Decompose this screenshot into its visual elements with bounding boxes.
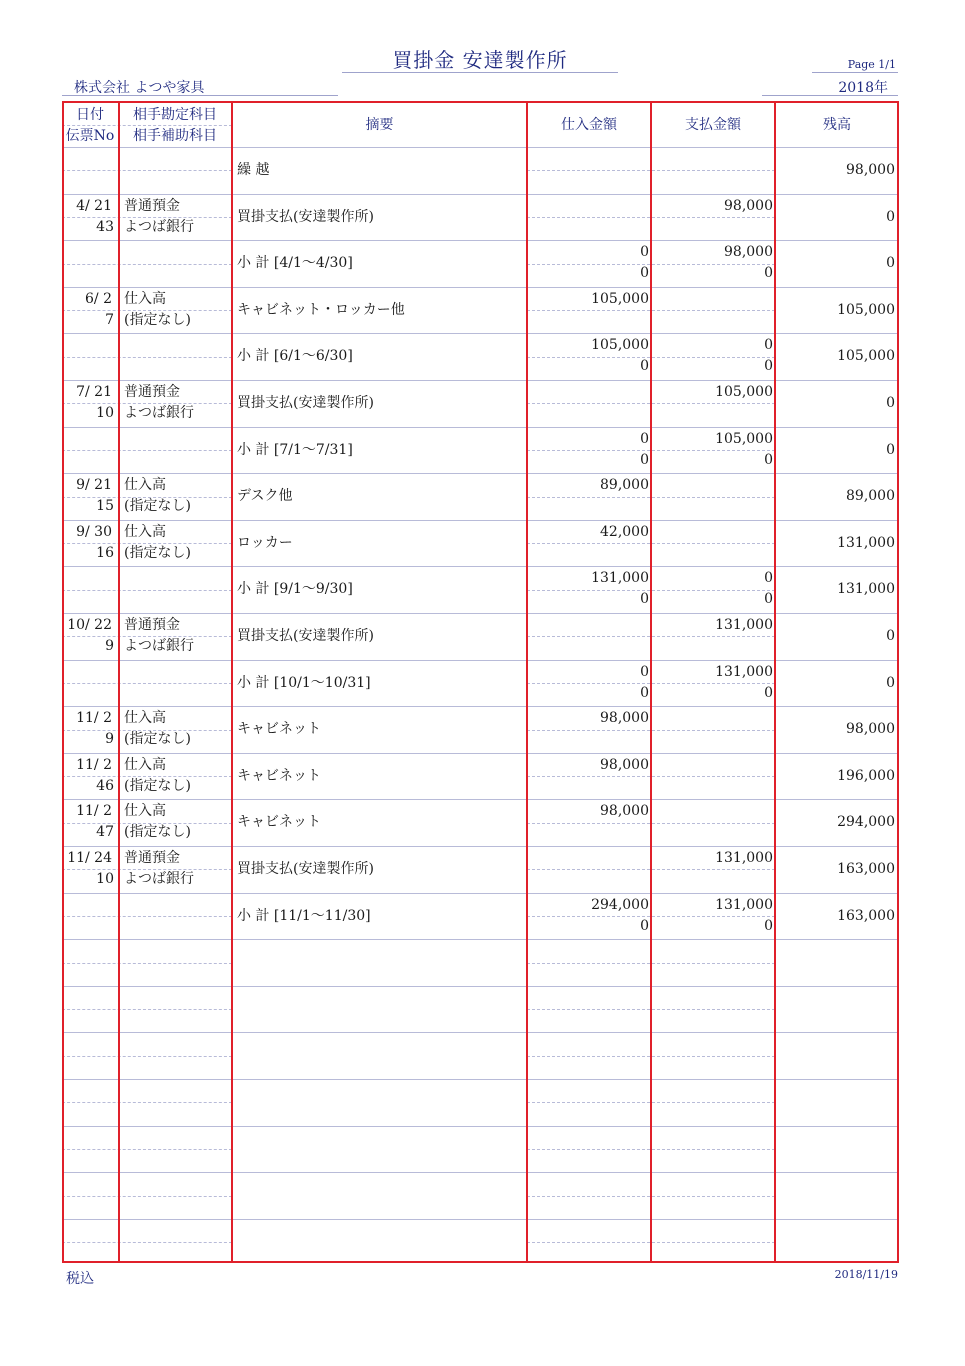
company-underline (62, 95, 338, 96)
row-summary: キャビネット (237, 721, 321, 738)
row-purchase-sub: 0 (640, 358, 649, 375)
row-balance: 98,000 (846, 162, 895, 178)
row-date: 11/ 24 (67, 850, 112, 866)
row-summary: ロッカー (237, 534, 293, 551)
row-slip-no: 47 (96, 824, 114, 841)
row-account: 普通預金 (124, 384, 180, 400)
row-mid-rule (62, 264, 232, 265)
row-balance: 163,000 (837, 861, 895, 877)
row-account: 仕入高 (124, 756, 166, 773)
col-header-balance: 残高 (823, 117, 851, 133)
row-balance: 105,000 (837, 348, 895, 365)
row-account: 仕入高 (124, 477, 166, 494)
fiscal-year: 2018年 (838, 80, 888, 96)
row-sub-account: (指定なし) (124, 311, 191, 328)
row-mid-rule (62, 1196, 232, 1197)
row-summary: 買掛支払(安達製作所) (237, 628, 374, 644)
row-purchase: 42,000 (600, 523, 649, 540)
page-number: Page 1/1 (847, 58, 896, 71)
row-summary: キャビネット (237, 814, 321, 831)
row-mid-rule (62, 1149, 232, 1150)
row-sub-account: (指定なし) (124, 824, 191, 841)
row-slip-no: 15 (96, 498, 114, 515)
row-mid-rule (62, 450, 232, 451)
year-underline (762, 95, 898, 96)
row-sub-account: (指定なし) (124, 777, 191, 794)
row-date: 7/ 21 (76, 384, 112, 400)
row-sub-account: (指定なし) (124, 731, 191, 748)
frame-bottom (62, 1261, 899, 1263)
row-purchase: 89,000 (600, 477, 649, 494)
row-summary: 買掛支払(安達製作所) (237, 861, 374, 877)
row-slip-no: 10 (96, 871, 114, 887)
row-mid-rule (62, 170, 232, 171)
col-header-account: 相手勘定科目 (133, 107, 217, 123)
col-divider-date (118, 101, 120, 1263)
row-mid-rule (62, 1056, 232, 1057)
row-summary: 繰 越 (237, 162, 270, 178)
row-purchase: 131,000 (591, 570, 649, 587)
row-balance: 0 (886, 255, 895, 272)
row-date: 11/ 2 (76, 710, 112, 727)
row-balance: 131,000 (837, 534, 895, 551)
row-date: 6/ 2 (85, 290, 112, 307)
row-slip-no: 16 (96, 544, 114, 561)
row-summary: 小 計 [6/1～6/30] (237, 348, 353, 365)
row-sub-account: よつば銀行 (124, 218, 194, 235)
row-summary: 小 計 [10/1～10/31] (237, 674, 371, 691)
row-date: 11/ 2 (76, 803, 112, 820)
row-summary: 小 計 [7/1～7/31] (237, 441, 353, 458)
row-balance: 0 (886, 208, 895, 225)
row-purchase-sub: 0 (640, 591, 649, 608)
row-summary: 小 計 [9/1～9/30] (237, 581, 353, 598)
row-summary: 買掛支払(安達製作所) (237, 395, 374, 411)
row-mid-rule (62, 916, 232, 917)
ledger-title: 買掛金 安達製作所 (392, 48, 568, 72)
row-mid-rule (62, 357, 232, 358)
row-purchase: 0 (640, 663, 649, 680)
company-name: 株式会社 よつや家具 (74, 80, 205, 96)
row-purchase-sub: 0 (640, 265, 649, 282)
row-account: 普通預金 (124, 197, 180, 214)
col-divider-payment (774, 101, 776, 1263)
row-summary: キャビネット・ロッカー他 (237, 301, 405, 318)
col-divider-purchase (650, 101, 652, 1263)
row-balance: 0 (886, 628, 895, 644)
row-summary: キャビネット (237, 767, 321, 784)
row-balance: 105,000 (837, 301, 895, 318)
frame-left (62, 101, 64, 1263)
row-summary: 小 計 [11/1～11/30] (237, 907, 371, 924)
col-header-date: 日付 (76, 107, 104, 123)
tax-note: 税込 (66, 1271, 94, 1287)
header-divider (62, 125, 232, 126)
row-account: 普通預金 (124, 850, 180, 866)
frame-top (62, 101, 899, 103)
row-summary: 小 計 [4/1～4/30] (237, 255, 353, 272)
row-payment-sub: 0 (764, 358, 773, 375)
row-date: 10/ 22 (67, 617, 112, 633)
row-purchase: 98,000 (600, 756, 649, 773)
row-date: 4/ 21 (76, 197, 112, 214)
row-purchase-sub: 0 (640, 451, 649, 468)
col-divider-summary (526, 101, 528, 1263)
title-underline (342, 72, 618, 73)
row-payment-sub: 0 (764, 684, 773, 701)
row-purchase: 98,000 (600, 803, 649, 820)
row-mid-rule (62, 963, 232, 964)
row-sub-account: よつば銀行 (124, 638, 194, 654)
row-balance: 0 (886, 395, 895, 411)
row-payment: 0 (764, 570, 773, 587)
row-payment: 105,000 (715, 384, 773, 400)
row-account: 普通預金 (124, 617, 180, 633)
row-payment-sub: 0 (764, 917, 773, 934)
row-balance: 0 (886, 441, 895, 458)
row-purchase-sub: 0 (640, 684, 649, 701)
ledger-table (62, 101, 899, 1263)
row-payment: 131,000 (715, 896, 773, 913)
row-balance: 89,000 (846, 488, 895, 505)
row-payment: 105,000 (715, 430, 773, 447)
row-mid-rule (62, 1242, 232, 1243)
row-payment-sub: 0 (764, 591, 773, 608)
row-balance: 294,000 (837, 814, 895, 831)
col-header-purchase: 仕入金額 (561, 117, 617, 133)
col-header-payment: 支払金額 (685, 117, 741, 133)
row-slip-no: 46 (96, 777, 114, 794)
row-payment-sub: 0 (764, 265, 773, 282)
row-purchase: 0 (640, 244, 649, 261)
row-balance: 98,000 (846, 721, 895, 738)
row-balance: 196,000 (837, 767, 895, 784)
row-mid-rule (62, 1009, 232, 1010)
frame-right (897, 101, 899, 1263)
col-divider-account (231, 101, 233, 1263)
row-sub-account: よつば銀行 (124, 871, 194, 887)
row-payment: 98,000 (724, 244, 773, 261)
row-summary: デスク他 (237, 488, 293, 505)
page-underline (812, 72, 898, 73)
row-purchase: 0 (640, 430, 649, 447)
row-purchase: 105,000 (591, 290, 649, 307)
row-sub-account: (指定なし) (124, 498, 191, 515)
row-account: 仕入高 (124, 803, 166, 820)
row-payment: 131,000 (715, 850, 773, 866)
row-payment: 131,000 (715, 617, 773, 633)
row-slip-no: 9 (105, 638, 114, 654)
row-balance: 163,000 (837, 907, 895, 924)
row-sub-account: (指定なし) (124, 544, 191, 561)
col-header-sub-account: 相手補助科目 (133, 128, 217, 144)
row-balance: 0 (886, 674, 895, 691)
row-payment: 98,000 (724, 197, 773, 214)
col-header-summary: 摘要 (365, 117, 394, 133)
row-mid-rule (62, 683, 232, 684)
row-account: 仕入高 (124, 710, 166, 727)
row-date: 9/ 21 (76, 477, 112, 494)
row-slip-no: 43 (96, 218, 114, 235)
row-payment-sub: 0 (764, 451, 773, 468)
print-date: 2018/11/19 (834, 1268, 898, 1281)
row-date: 11/ 2 (76, 756, 112, 773)
row-slip-no: 9 (105, 731, 114, 748)
row-sub-account: よつば銀行 (124, 405, 194, 421)
row-balance: 131,000 (837, 581, 895, 598)
row-purchase: 294,000 (591, 896, 649, 913)
row-payment: 131,000 (715, 663, 773, 680)
col-header-slip: 伝票No (65, 128, 115, 144)
row-date: 9/ 30 (76, 523, 112, 540)
row-payment: 0 (764, 337, 773, 354)
row-purchase-sub: 0 (640, 917, 649, 934)
row-purchase: 98,000 (600, 710, 649, 727)
row-account: 仕入高 (124, 290, 166, 307)
row-mid-rule (62, 590, 232, 591)
row-slip-no: 7 (105, 311, 114, 328)
row-mid-rule (62, 1102, 232, 1103)
row-summary: 買掛支払(安達製作所) (237, 208, 374, 225)
row-account: 仕入高 (124, 523, 166, 540)
row-purchase: 105,000 (591, 337, 649, 354)
row-slip-no: 10 (96, 405, 114, 421)
